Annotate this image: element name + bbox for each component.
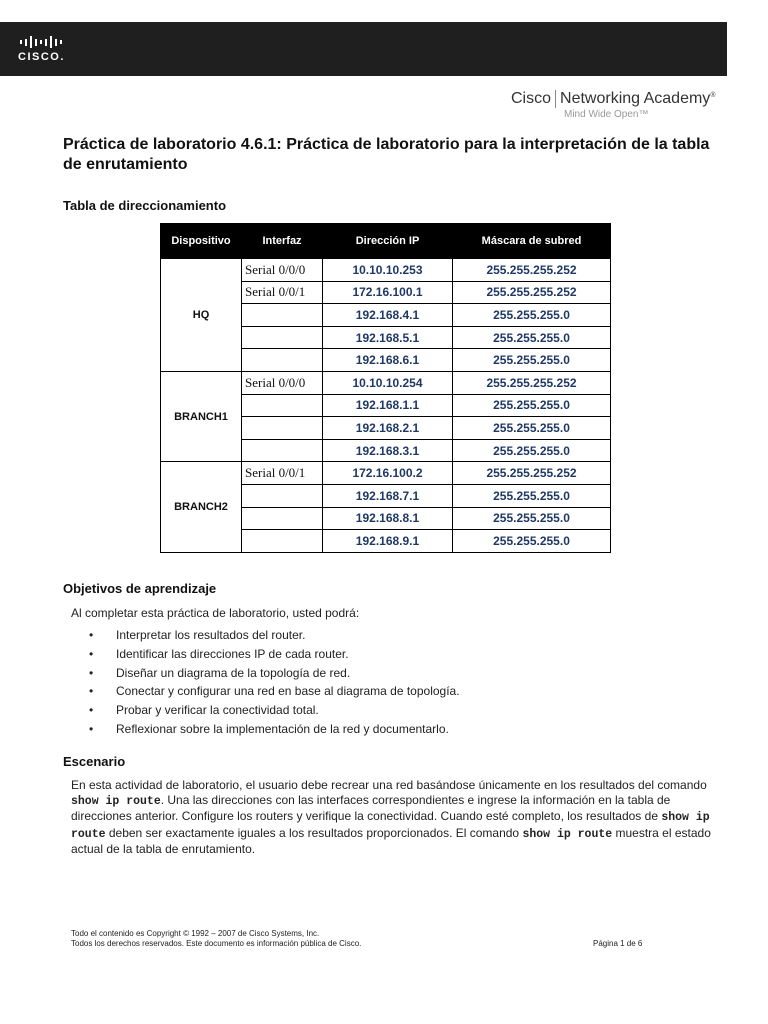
scenario-segment: . Una las direcciones con las interfaces correspondientes e ingrese la información en la tabla de direcciones anterior. Configure los routers y verifique la conectividad. Cuando esté completo, los resultados de	[71, 793, 671, 824]
objectives-heading: Objetivos de aprendizaje	[63, 581, 217, 596]
list-item: • Interpretar los resultados del router.	[89, 626, 460, 645]
interface-cell	[242, 349, 323, 372]
cisco-wordmark: CISCO.	[18, 51, 65, 63]
col-interface: Interfaz	[242, 224, 323, 259]
table-header-row	[161, 224, 611, 259]
page-number: Página 1 de 6	[593, 939, 643, 948]
mask-cell: 255.255.255.0	[453, 349, 611, 372]
ip-cell: 192.168.9.1	[323, 530, 453, 553]
academy-mark: ®	[710, 91, 716, 99]
academy-tagline: Mind Wide Open™	[564, 109, 649, 121]
ip-cell: 10.10.10.254	[323, 371, 453, 394]
mask-cell: 255.255.255.252	[453, 259, 611, 282]
ip-cell: 192.168.5.1	[323, 326, 453, 349]
academy-logo	[511, 90, 727, 126]
scenario-segment: deben ser exactamente iguales a los resultados proporcionados. El comando	[105, 825, 523, 840]
ip-cell: 192.168.8.1	[323, 507, 453, 530]
objectives-list	[89, 626, 460, 739]
interface-cell	[242, 304, 323, 327]
interface-cell	[242, 326, 323, 349]
list-item: • Diseñar un diagrama de la topología de red.	[89, 664, 460, 683]
cisco-logo	[18, 36, 78, 66]
interface-cell: Serial 0/0/1	[242, 281, 323, 304]
col-mask: Máscara de subred	[453, 224, 611, 259]
mask-cell: 255.255.255.0	[453, 394, 611, 417]
interface-cell: Serial 0/0/1	[242, 462, 323, 485]
scenario-segment: En esta actividad de laboratorio, el usuario debe recrear una red basándose únicamente en los resultados del comando	[71, 778, 707, 792]
cisco-bars-icon	[18, 36, 78, 48]
mask-cell: 255.255.255.0	[453, 304, 611, 327]
ip-cell: 10.10.10.253	[323, 259, 453, 282]
mask-cell: 255.255.255.0	[453, 439, 611, 462]
footer-copyright: Todo el contenido es Copyright © 1992 – 2007 de Cisco Systems, Inc.	[71, 929, 320, 938]
ip-cell: 192.168.2.1	[323, 417, 453, 440]
device-name: HQ	[161, 259, 242, 372]
ip-cell: 192.168.3.1	[323, 439, 453, 462]
mask-cell: 255.255.255.252	[453, 281, 611, 304]
interface-cell	[242, 394, 323, 417]
footer-rights: Todos los derechos reservados. Este documento es información pública de Cisco.	[71, 939, 362, 948]
scenario-text	[71, 778, 711, 857]
footer	[71, 929, 361, 949]
list-item: • Probar y verificar la conectividad total.	[89, 701, 460, 720]
list-item: • Conectar y configurar una red en base al diagrama de topología.	[89, 682, 460, 701]
addressing-heading: Tabla de direccionamiento	[63, 198, 227, 213]
list-item: • Reflexionar sobre la implementación de la red y documentarlo.	[89, 720, 460, 739]
table-row	[161, 371, 611, 394]
command-text: show ip route	[522, 827, 613, 841]
col-ip: Dirección IP	[323, 224, 453, 259]
interface-cell: Serial 0/0/0	[242, 371, 323, 394]
ip-cell: 192.168.1.1	[323, 394, 453, 417]
device-name: BRANCH1	[161, 371, 242, 461]
mask-cell: 255.255.255.0	[453, 484, 611, 507]
interface-cell	[242, 530, 323, 553]
academy-product: Networking Academy	[560, 90, 711, 108]
mask-cell: 255.255.255.252	[453, 371, 611, 394]
interface-cell	[242, 507, 323, 530]
command-text: show ip route	[71, 795, 161, 809]
academy-name: Cisco	[511, 90, 552, 108]
interface-cell	[242, 484, 323, 507]
page-title: Práctica de laboratorio 4.6.1: Práctica de laboratorio para la interpretación de la tabla de enrutamiento	[63, 136, 710, 173]
ip-cell: 192.168.6.1	[323, 349, 453, 372]
scenario-segment: muestra el estado actual de la tabla de enrutamiento.	[71, 825, 711, 856]
command-text: show ip route	[71, 811, 710, 841]
col-device: Dispositivo	[161, 224, 242, 259]
mask-cell: 255.255.255.252	[453, 462, 611, 485]
mask-cell: 255.255.255.0	[453, 326, 611, 349]
ip-cell: 172.16.100.2	[323, 462, 453, 485]
scenario-heading: Escenario	[63, 754, 126, 769]
mask-cell: 255.255.255.0	[453, 530, 611, 553]
interface-cell	[242, 439, 323, 462]
ip-cell: 192.168.4.1	[323, 304, 453, 327]
objectives-intro: Al completar esta práctica de laboratorio, usted podrá:	[71, 606, 360, 620]
list-item: • Identificar las direcciones IP de cada router.	[89, 645, 460, 664]
table-row	[161, 462, 611, 485]
interface-cell: Serial 0/0/0	[242, 259, 323, 282]
mask-cell: 255.255.255.0	[453, 417, 611, 440]
mask-cell: 255.255.255.0	[453, 507, 611, 530]
device-name: BRANCH2	[161, 462, 242, 552]
table-row	[161, 259, 611, 282]
ip-cell: 172.16.100.1	[323, 281, 453, 304]
ip-cell: 192.168.7.1	[323, 484, 453, 507]
header-bar	[0, 22, 727, 76]
interface-cell	[242, 417, 323, 440]
addressing-table	[160, 223, 611, 553]
